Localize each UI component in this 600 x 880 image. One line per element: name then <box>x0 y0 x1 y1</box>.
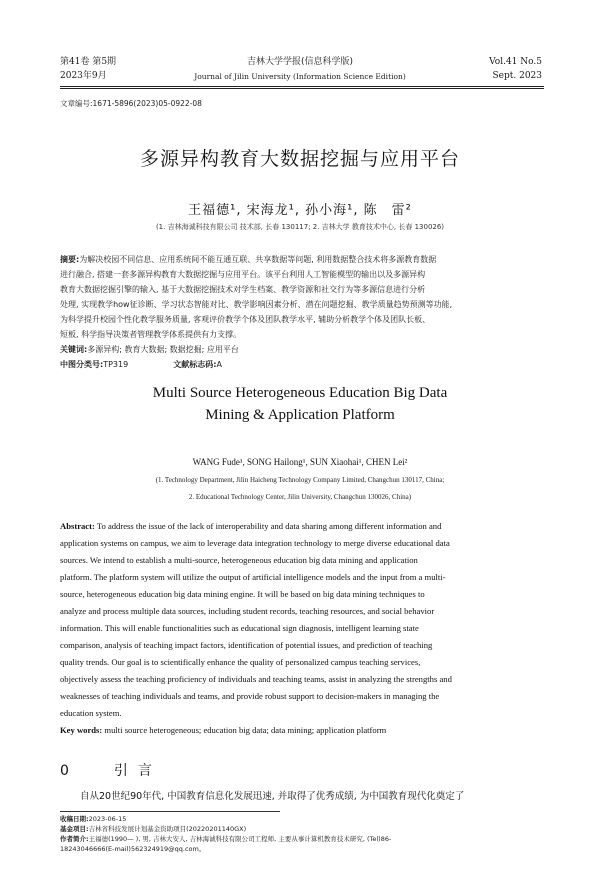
header-volume-zh: 第41卷 第5期 <box>60 57 117 67</box>
abstract-en-line: application systems on campus, we aim to leverage data integration technology to merge diverse educational data <box>60 538 450 548</box>
header-rule <box>60 86 544 87</box>
intro-paragraph: 自从20世纪90年代, 中国教育信息化发展迅速, 并取得了优秀成绩, 为中国教育现代化奠定了 <box>80 791 465 802</box>
abstract-zh-line: 为解决校园不同信息、应用系统间不能互通互联、共享数据等问题, 利用数据整合技术将多源教育数据 <box>79 255 437 264</box>
doc-code-label: 文献标志码: <box>173 360 217 369</box>
section-number: 0 <box>60 763 79 779</box>
affiliation-en-2: 2. Educational Technology Center, Jilin University, Changchun 130026, China) <box>188 493 412 501</box>
section-title: 引言 <box>113 763 162 779</box>
title-en-line: Multi Source Heterogeneous Education Big Data <box>152 385 448 401</box>
header-rule-2 <box>60 88 544 89</box>
section-heading <box>60 760 162 780</box>
abstract-en-line: analyze and process multiple data sources, including student records, teaching resources, and social behavior <box>60 606 435 616</box>
authors-en: WANG Fude¹, SONG Hailong¹, SUN Xiaohai¹, CHEN Lei² <box>192 457 408 467</box>
page-title-en <box>0 382 600 426</box>
clc-label: 中图分类号: <box>60 360 104 369</box>
abstract-en-line: platform. The platform system will utilize the output of artificial intelligence models and the input from a multi- <box>60 572 446 582</box>
abstract-zh-line: 处理, 实现教学how征诊断、学习状态智能对比、教学影响因素分析、潜在问题挖掘、教学质量趋势预测等功能, <box>60 300 453 309</box>
header-date-zh: 2023年9月 <box>60 71 107 81</box>
abstract-en-line: quality trends. Our goal is to scientifically enhance the quality of personalized campus teaching services, <box>60 657 421 667</box>
abstract-en-line: objectively assess the teaching proficiency of individuals and teaching teams, assist in analyzing the strengths and <box>60 674 452 684</box>
footnote-text: 2023-06-15 <box>88 815 127 823</box>
authors-zh: 王福德¹, 宋海龙¹, 孙小海¹, 陈 雷² <box>188 203 412 218</box>
affiliation-en-1: (1. Technology Department, Jilin Haicheng Technology Company Limited, Changchun 130117, China; <box>155 476 445 484</box>
footnote-text: 18243046666(E-mail)562324919@qq.com。 <box>60 845 206 853</box>
keywords-en: multi source heterogeneous; education big data; data mining; application platform <box>104 725 387 735</box>
abstract-zh-line: 为科学提升校园个性化教学服务质量, 客观评价教学个体及团队教学水平, 辅助分析教学个体及团队长板、 <box>60 315 431 324</box>
keywords-zh-label: 关键词: <box>60 345 88 354</box>
abstract-en-line: sources. We intend to establish a multi-source, heterogeneous education big data mining and application <box>60 555 418 565</box>
footnote-rule <box>60 811 280 812</box>
abstract-en-line: education system. <box>60 708 122 718</box>
footnote-text: 王福德(1990— ), 男, 吉林大安人, 吉林海诚科技有限公司工程师, 主要从事计算机教育技术研究, (Tel)86- <box>88 835 392 843</box>
abstract-zh <box>60 252 546 372</box>
abstract-zh-line: 进行融合, 搭建一套多源异构教育大数据挖掘与应用平台。该平台利用人工智能模型的输出以及多源异构 <box>60 270 426 279</box>
abstract-zh-label: 摘要: <box>60 255 80 264</box>
keywords-zh: 多源异构; 教育大数据; 数据挖掘; 应用平台 <box>87 345 239 354</box>
doc-code-value: A <box>216 360 222 369</box>
abstract-en-line: comparison, analysis of teaching impact factors, identification of potential issues, and prediction of teaching <box>60 640 433 650</box>
abstract-en-line: weaknesses of teaching individuals and teams, and provide robust support to decision-makers in managing the <box>60 691 440 701</box>
footnote-label: 作者简介: <box>60 835 89 843</box>
affiliation-zh: (1. 吉林海诚科技有限公司 技术部, 长春 130117; 2. 吉林大学 教育技术中心, 长春 130026) <box>155 223 445 231</box>
footnotes <box>60 814 550 854</box>
page-title-zh: 多源异构教育大数据挖掘与应用平台 <box>139 148 460 170</box>
article-number: 文章编号:1671-5896(2023)05-0922-08 <box>60 99 202 108</box>
footnote-label: 收稿日期: <box>60 815 89 823</box>
abstract-en-line: source, heterogeneous education big data mining engine. It will be based on big data mining techniques to <box>60 589 425 599</box>
header-journal-en: Journal of Jilin University (Information Science Edition) <box>194 72 406 81</box>
header-volume-en: Vol.41 No.5 <box>489 57 542 67</box>
footnote-label: 基金项目: <box>60 825 89 833</box>
abstract-en-line: information. This will enable functionalities such as educational sign diagnosis, intelligent learning state <box>60 623 419 633</box>
abstract-zh-line: 教育大数据挖掘引擎的输入, 基于大数据挖掘技术对学生档案、教学资源和社交行为等多源信息进行分析 <box>60 285 426 294</box>
header-date-en: Sept. 2023 <box>492 71 542 81</box>
clc-value: TP319 <box>103 360 129 369</box>
abstract-zh-line: 短板, 科学指导决策者管理教学体系提供有力支撑。 <box>60 330 242 339</box>
header-journal-zh: 吉林大学学报(信息科学版) <box>246 57 354 67</box>
abstract-en-line: To address the issue of the lack of interoperability and data sharing among different information and <box>96 521 442 531</box>
title-en-line: Mining & Application Platform <box>205 407 395 423</box>
footnote-text: 吉林省科技发展计划基金资助项目(20220201140GX) <box>88 825 247 833</box>
abstract-en-label: Abstract: <box>60 521 95 531</box>
keywords-en-label: Key words: <box>60 725 103 735</box>
abstract-en <box>60 518 546 739</box>
